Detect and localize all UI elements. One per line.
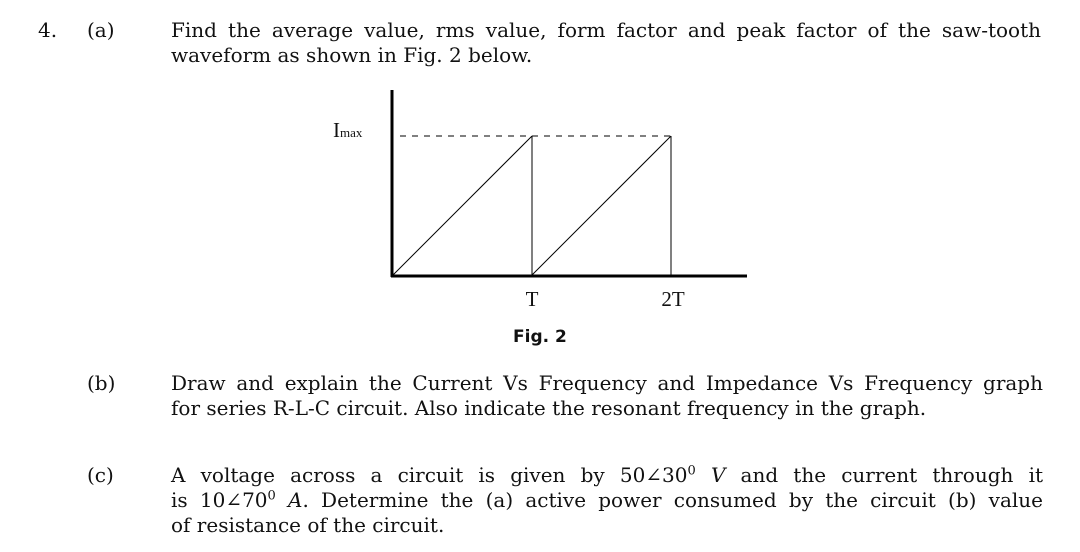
- part-b-label: (b): [87, 371, 116, 395]
- part-c-line-2-tail: . Determine the (a) active power consumed by the circuit (b) value: [302, 488, 1043, 512]
- ramp-2: [532, 136, 671, 275]
- current-angle-exponent: 0: [267, 488, 276, 504]
- ramp-1: [393, 136, 532, 275]
- part-b-line-1: Draw and explain the Current Vs Frequency and Impedance Vs Frequency graph: [171, 371, 1043, 395]
- figure-caption: Fig. 2: [513, 327, 567, 347]
- part-a-text: [171, 18, 1041, 68]
- voltage-angle-exponent: 0: [687, 463, 696, 479]
- part-c-line-1-tail: and the current through it: [725, 463, 1043, 487]
- imax-label-sub: max: [340, 125, 363, 140]
- part-c-line-2: [171, 488, 1043, 513]
- part-c-label: (c): [87, 463, 114, 487]
- imax-label-main: I: [333, 118, 340, 142]
- current-expression: is 10∠70: [171, 488, 268, 512]
- part-c-line-1: [171, 463, 1043, 488]
- part-a-label: (a): [87, 18, 115, 42]
- part-b-text: [171, 371, 1043, 421]
- sawtooth-figure: [320, 85, 760, 315]
- question-number: 4.: [38, 18, 58, 42]
- tick-label-2t: 2T: [661, 287, 685, 311]
- sawtooth-waveform-graph: [320, 85, 760, 315]
- part-a-line-1: Find the average value, rms value, form factor and peak factor of the saw-tooth: [171, 18, 1041, 42]
- voltage-unit: V: [710, 463, 726, 487]
- tick-label-t: T: [525, 287, 539, 311]
- voltage-expression: A voltage across a circuit is given by 50∠30: [171, 463, 688, 487]
- current-unit: A: [288, 488, 303, 512]
- part-c-line-3: of resistance of the circuit.: [171, 513, 445, 537]
- part-c-text: [171, 463, 1043, 538]
- imax-label: [333, 118, 363, 142]
- part-b-line-2: for series R-L-C circuit. Also indicate the resonant frequency in the graph.: [171, 396, 927, 420]
- part-a-line-2: waveform as shown in Fig. 2 below.: [171, 43, 533, 67]
